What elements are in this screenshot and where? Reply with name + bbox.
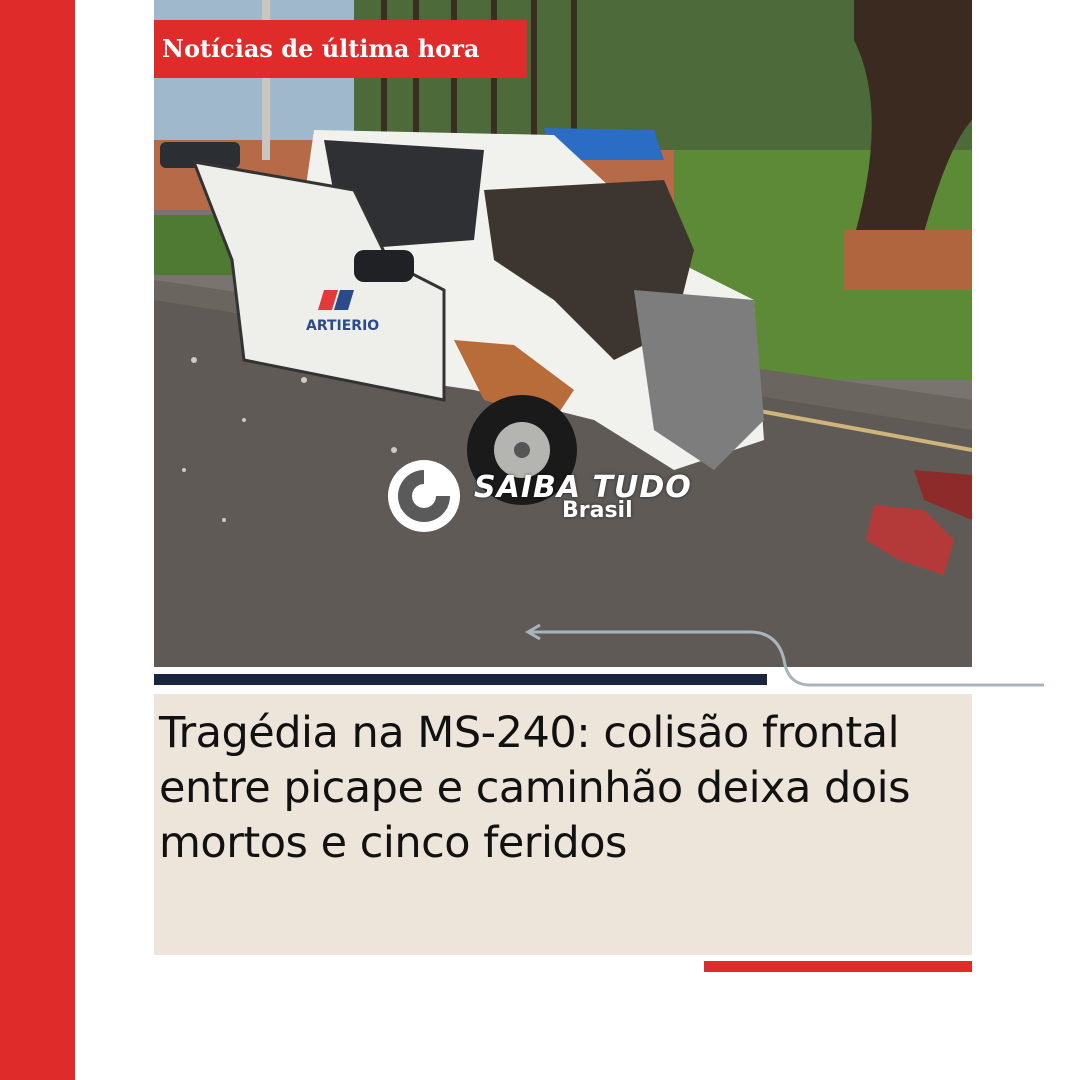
saiba-tudo-watermark bbox=[384, 456, 764, 540]
breaking-news-badge: Notícias de última hora bbox=[154, 20, 527, 78]
headline-text: Tragédia na MS-240: colisão frontal entre picape e caminhão deixa dois mortos e cinco feridos bbox=[159, 708, 910, 868]
headline-box bbox=[154, 694, 972, 955]
watermark-title: SAIBA TUDO bbox=[474, 470, 692, 505]
watermark-subtitle: Brasil bbox=[562, 498, 633, 523]
saiba-tudo-logo-icon bbox=[384, 456, 468, 540]
red-divider bbox=[704, 961, 972, 972]
news-photo bbox=[154, 0, 972, 667]
svg-text:ARTIERIO: ARTIERIO bbox=[306, 318, 380, 334]
left-accent-bar bbox=[0, 0, 75, 1080]
navy-divider bbox=[154, 674, 767, 685]
